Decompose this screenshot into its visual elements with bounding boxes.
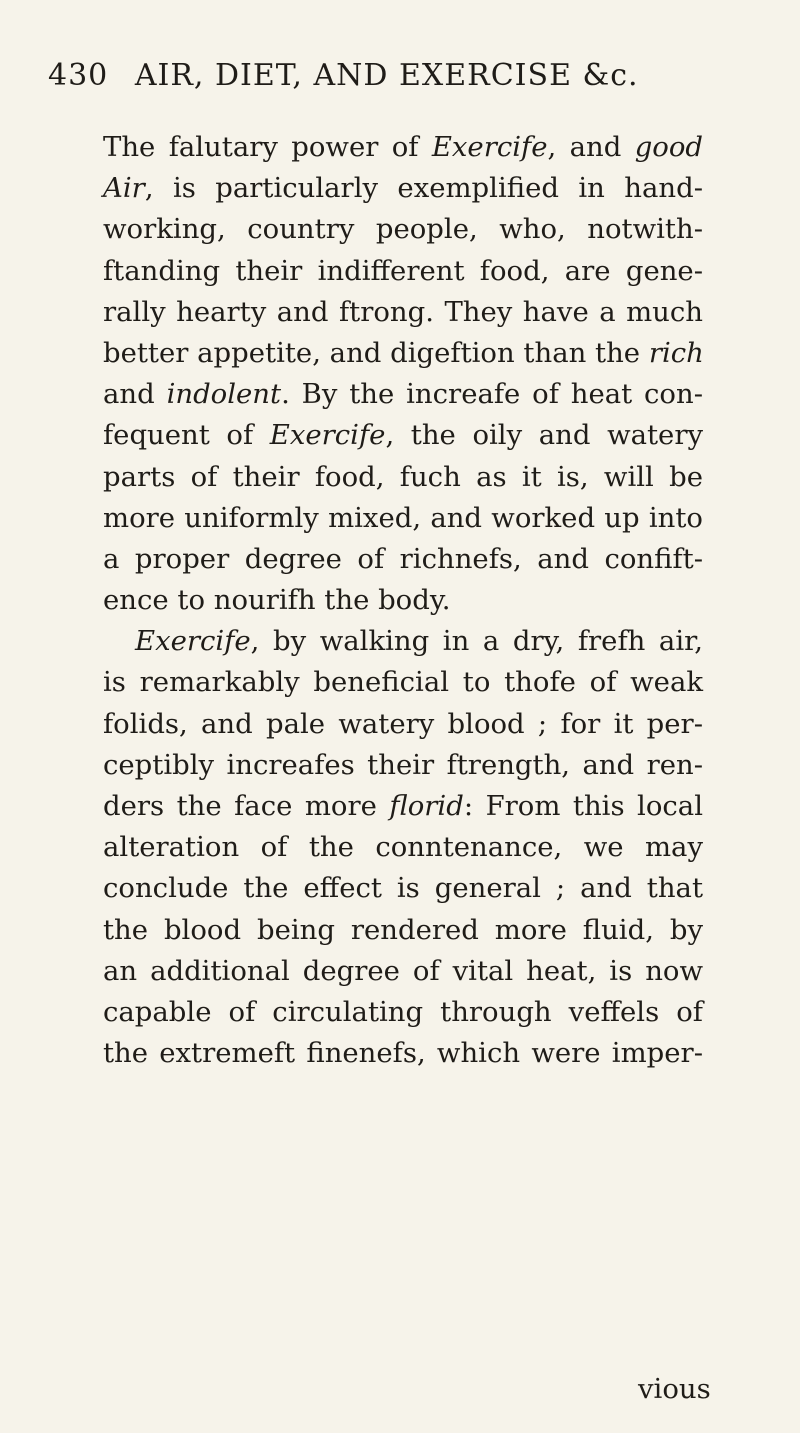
text-line (103, 457, 703, 498)
text-run: ence to nourifh the body. (103, 584, 451, 617)
body-text (103, 127, 703, 1074)
text-run: capable of circulating through veffels of (103, 995, 703, 1028)
text-line (103, 209, 703, 250)
text-run: The falutary power of (103, 131, 432, 163)
text-line (103, 251, 703, 292)
text-run: working, country people, who, notwith- (103, 213, 703, 246)
text-line (103, 868, 703, 909)
italic-text-run: Exercife (135, 625, 251, 658)
text-run: is remarkably beneficial to thofe of weak (103, 666, 703, 699)
text-line (103, 951, 703, 992)
text-run: parts of their food, fuch as it is, will be (103, 460, 703, 493)
text-run: rally hearty and ftrong. They have a much (103, 295, 703, 328)
text-run: : From this local (463, 790, 703, 822)
text-run: fequent of (103, 419, 270, 452)
text-line (103, 621, 703, 662)
catchword: vious (638, 1373, 711, 1405)
italic-text-run: Exercife (269, 419, 386, 452)
italic-text-run: indolent (166, 378, 282, 411)
text-run: folids, and pale watery blood ; for it per- (103, 707, 703, 740)
text-run: better appetite, and digeftion than the (103, 336, 649, 369)
text-run: and (103, 378, 167, 411)
running-head (48, 58, 752, 93)
text-run: alteration of the conntenance, we may (103, 831, 703, 864)
text-run: , the oily and watery (385, 419, 704, 452)
text-line (103, 745, 703, 786)
text-line (103, 662, 703, 703)
text-run: ftanding their indifferent food, are gene- (103, 254, 703, 287)
page-number: 430 (48, 58, 109, 93)
text-run: the extremeft finenefs, which were imper- (103, 1037, 703, 1070)
text-run: conclude the effect is general ; and that (103, 872, 703, 905)
text-line (103, 580, 703, 621)
text-line (103, 539, 703, 580)
text-run: , by walking in a dry, frefh air, (250, 625, 703, 658)
text-line (103, 910, 703, 951)
text-run: ders the face more (103, 790, 390, 822)
text-line (103, 127, 703, 168)
text-run: more uniformly mixed, and worked up into (103, 501, 703, 534)
text-line (103, 827, 703, 868)
text-run: the blood being rendered more fluid, by (103, 913, 703, 946)
text-line (103, 415, 703, 456)
text-run: an additional degree of vital heat, is now (103, 954, 703, 987)
italic-text-run: Air (103, 172, 145, 205)
text-run: . By the increafe of heat con- (281, 378, 703, 411)
italic-text-run: Exercife (431, 131, 548, 163)
text-run: ceptibly increafes their ftrength, and ren- (103, 748, 703, 781)
running-title: AIR, DIET, AND EXERCISE &c. (134, 58, 639, 93)
text-line (103, 168, 703, 209)
text-run: , is particularly exemplified in hand- (144, 172, 703, 205)
italic-text-run: florid (389, 790, 464, 822)
text-line (103, 786, 703, 827)
text-line (103, 992, 703, 1033)
text-line (103, 292, 703, 333)
text-run: a proper degree of richnefs, and confift- (103, 542, 703, 575)
text-line (103, 704, 703, 745)
text-line (103, 1033, 703, 1074)
text-run: , and (547, 131, 635, 163)
text-line (103, 333, 703, 374)
text-line (103, 374, 703, 415)
italic-text-run: rich (648, 336, 704, 369)
italic-text-run: good (634, 131, 704, 163)
text-line (103, 498, 703, 539)
